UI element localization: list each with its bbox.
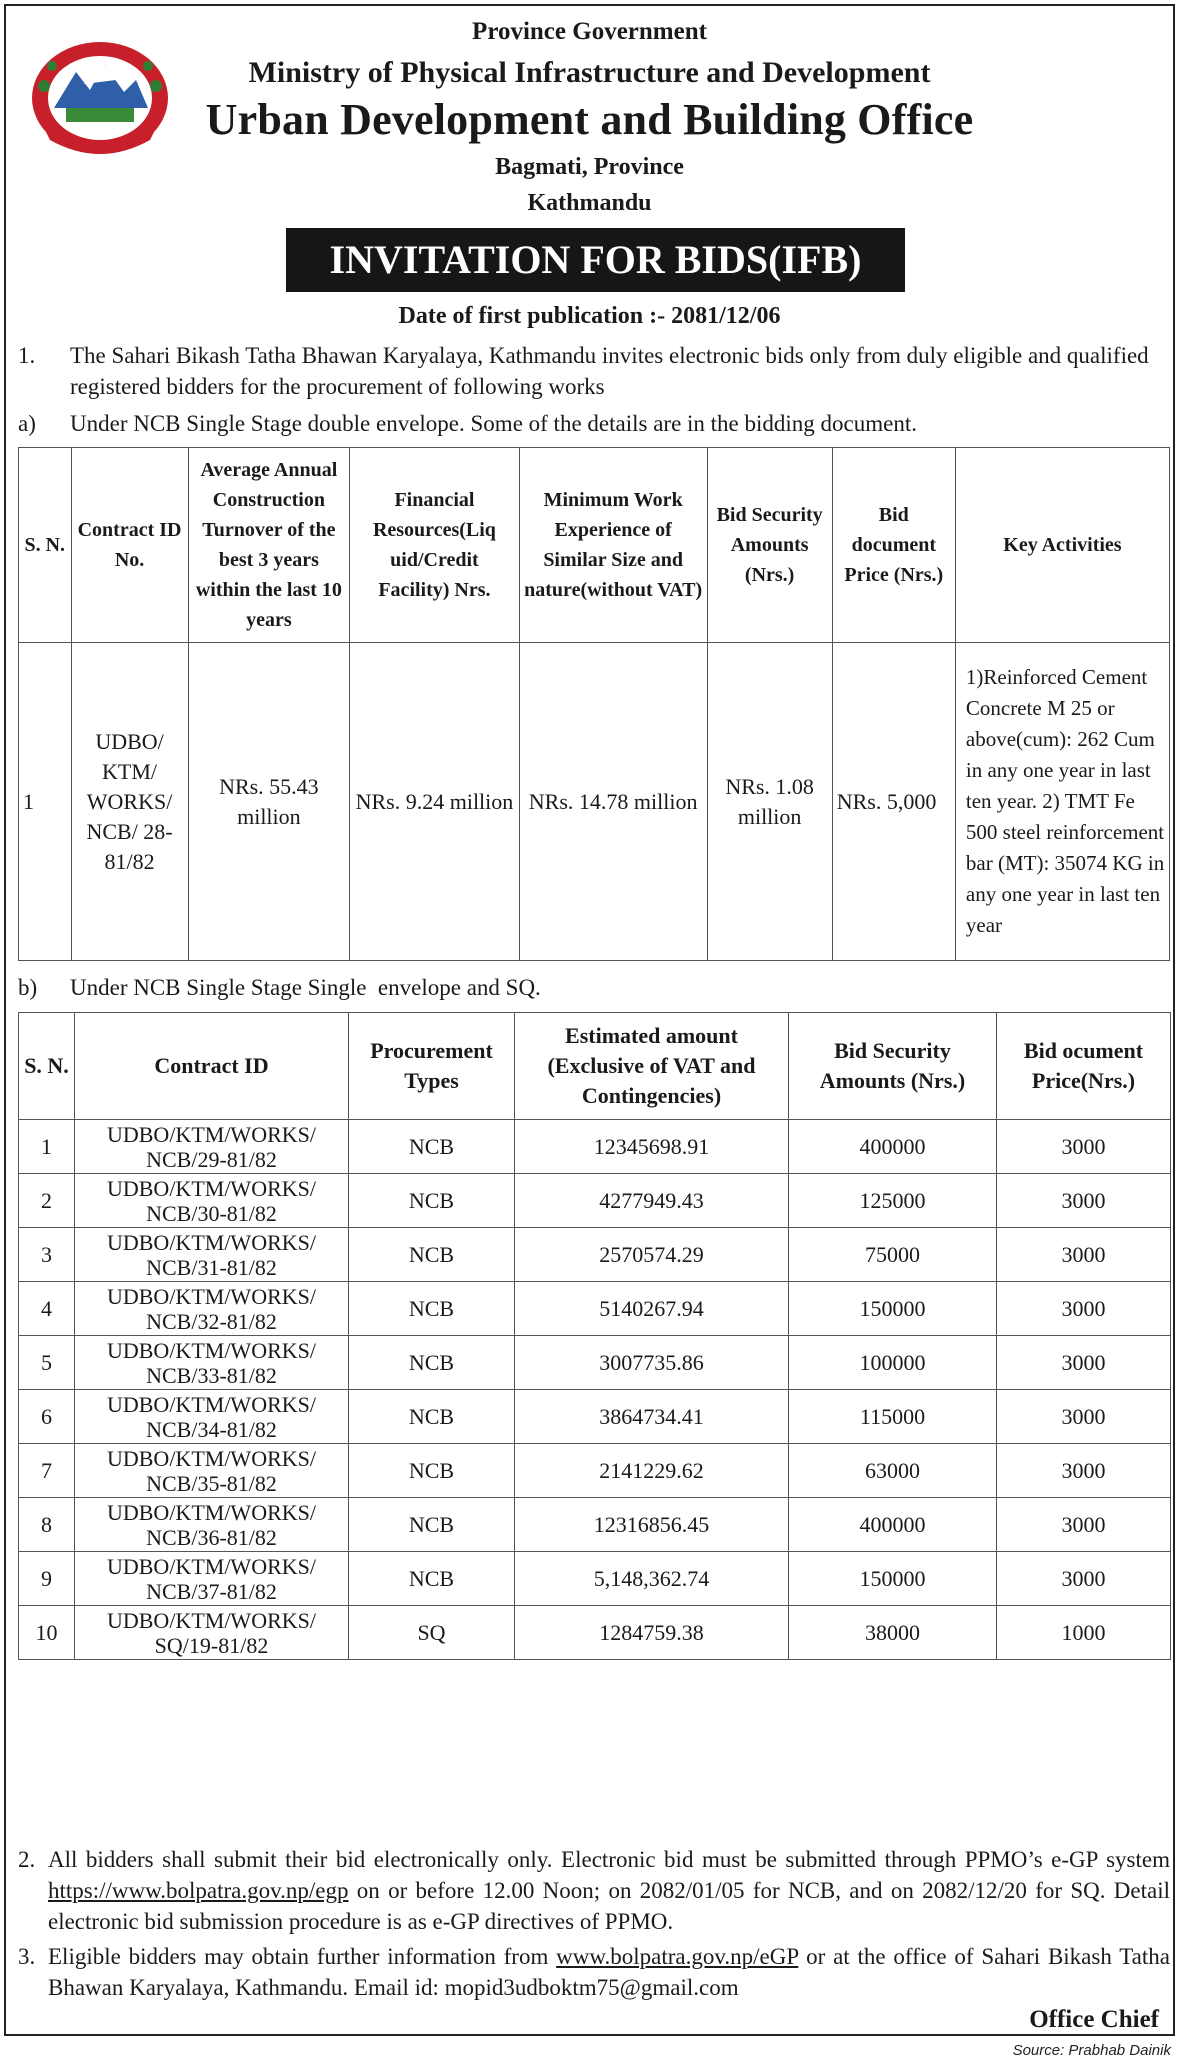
- table-row: [19, 1336, 1171, 1390]
- contract-id-line1: UDBO/KTM/WORKS/: [106, 1499, 316, 1525]
- cell-sn: 1: [19, 643, 72, 961]
- ministry-name: Ministry of Physical Infrastructure and Development: [248, 56, 931, 89]
- contract-id-line1: UDBO/KTM/WORKS/: [106, 1607, 316, 1633]
- contract-id-line1: UDBO/KTM/WORKS/: [106, 1175, 316, 1201]
- table-row: [19, 1444, 1171, 1498]
- table-header-row: [19, 1013, 1171, 1120]
- ncb-double-envelope-table: [18, 447, 1170, 961]
- header-estimated-amount: Estimated amount (Exclusive of VAT and Contingencies): [515, 1013, 789, 1120]
- header-sn: S. N.: [19, 448, 72, 643]
- table-row: [19, 1552, 1171, 1606]
- cell-procurement-type: NCB: [349, 1336, 515, 1390]
- contract-id-line2: NCB/29-81/82: [146, 1146, 277, 1172]
- header-bid-security: Bid Security Amounts (Nrs.): [789, 1013, 997, 1120]
- table-row: [19, 1282, 1171, 1336]
- city-name: Kathmandu: [527, 190, 652, 216]
- province-name: Bagmati, Province: [495, 154, 684, 180]
- cell-doc-price: 3000: [997, 1174, 1171, 1228]
- cell-procurement-type: SQ: [349, 1606, 515, 1660]
- cell-contract-id: [75, 1174, 349, 1228]
- cell-bid-security: 400000: [789, 1498, 997, 1552]
- item2-text-a: All bidders shall submit their bid electronically only. Electronic bid must be submitted through PPMO’s e-GP system: [48, 1847, 1170, 1872]
- ifb-notice: [4, 4, 1175, 2036]
- cell-sn: 7: [19, 1444, 75, 1498]
- contract-id-line1: UDBO/KTM/WORKS/: [106, 1337, 316, 1363]
- cell-doc-price: 3000: [997, 1552, 1171, 1606]
- table-row: [19, 1390, 1171, 1444]
- cell-financial: NRs. 9.24 million: [350, 643, 520, 961]
- cell-sn: 6: [19, 1390, 75, 1444]
- section-a-text: Under NCB Single Stage double envelope. Some of the details are in the bidding document.: [70, 411, 917, 436]
- cell-procurement-type: NCB: [349, 1120, 515, 1174]
- cell-doc-price: 1000: [997, 1606, 1171, 1660]
- cell-estimated-amount: 3007735.86: [515, 1336, 789, 1390]
- cell-contract-id: [75, 1120, 349, 1174]
- cell-sn: 9: [19, 1552, 75, 1606]
- cell-estimated-amount: 2141229.62: [515, 1444, 789, 1498]
- ncb-single-envelope-table: [18, 1012, 1171, 1660]
- cell-bid-security: 75000: [789, 1228, 997, 1282]
- publication-date: Date of first publication :- 2081/12/06: [398, 303, 781, 329]
- item2-text-b: on or before 12.00 Noon; on 2082/01/05 for NCB, and on 2082/12/20 for SQ. Detail electronic bid submission procedure is as e-GP directives of PPMO.: [48, 1878, 1170, 1934]
- cell-bid-security: 400000: [789, 1120, 997, 1174]
- cell-estimated-amount: 12345698.91: [515, 1120, 789, 1174]
- cell-procurement-type: NCB: [349, 1228, 515, 1282]
- cell-doc-price: 3000: [997, 1336, 1171, 1390]
- item2-number: 2.: [18, 1847, 36, 1872]
- section-a-label: a): [18, 411, 36, 436]
- contract-id-line1: UDBO/KTM/WORKS/: [106, 1229, 316, 1255]
- cell-turnover: NRs. 55.43 million: [188, 643, 350, 961]
- cell-bid-security: NRs. 1.08 million: [707, 643, 832, 961]
- cell-sn: 4: [19, 1282, 75, 1336]
- header-sn: S. N.: [19, 1013, 75, 1120]
- cell-bid-security: 63000: [789, 1444, 997, 1498]
- cell-doc-price: 3000: [997, 1444, 1171, 1498]
- table-header-row: [19, 448, 1170, 643]
- cell-doc-price: 3000: [997, 1282, 1171, 1336]
- section-b-label: b): [18, 975, 38, 1000]
- cell-procurement-type: NCB: [349, 1282, 515, 1336]
- cell-contract-id: [75, 1282, 349, 1336]
- contract-id-line1: UDBO/KTM/WORKS/: [106, 1445, 316, 1471]
- cell-bid-security: 150000: [789, 1552, 997, 1606]
- cell-contract-id: [75, 1336, 349, 1390]
- item1-number: 1.: [18, 343, 36, 368]
- table-row: [19, 1174, 1171, 1228]
- province-government: Province Government: [472, 18, 707, 45]
- cell-estimated-amount: 2570574.29: [515, 1228, 789, 1282]
- cell-sn: 2: [19, 1174, 75, 1228]
- cell-contract-id: UDBO/ KTM/ WORKS/ NCB/ 28-81/82: [71, 643, 188, 961]
- cell-procurement-type: NCB: [349, 1498, 515, 1552]
- cell-procurement-type: NCB: [349, 1174, 515, 1228]
- header-financial: Financial Resources(Liq uid/Credit Facility) Nrs.: [350, 448, 520, 643]
- cell-sn: 8: [19, 1498, 75, 1552]
- cell-contract-id: [75, 1444, 349, 1498]
- table-row: [19, 1606, 1171, 1660]
- table-row: [19, 1228, 1171, 1282]
- office-name: Urban Development and Building Office: [205, 95, 974, 144]
- cell-sn: 5: [19, 1336, 75, 1390]
- item3-number: 3.: [18, 1944, 36, 1969]
- cell-bid-security: 150000: [789, 1282, 997, 1336]
- cell-bid-security: 38000: [789, 1606, 997, 1660]
- cell-bid-security: 125000: [789, 1174, 997, 1228]
- contract-id-line1: UDBO/KTM/WORKS/: [106, 1553, 316, 1579]
- contract-id-line2: SQ/19-81/82: [154, 1632, 269, 1658]
- cell-contract-id: [75, 1498, 349, 1552]
- item3-text-b: or at the office of Sahari Bikash Tatha Bhawan Karyalaya, Kathmandu. Email id: mopid3udboktm75@gmail.com: [48, 1944, 1170, 2000]
- table-row: [19, 1120, 1171, 1174]
- header-experience: Minimum Work Experience of Similar Size and nature(without VAT): [519, 448, 707, 643]
- cell-procurement-type: NCB: [349, 1552, 515, 1606]
- contract-id-line2: NCB/37-81/82: [146, 1578, 277, 1604]
- table-row: [19, 643, 1170, 961]
- item3-text: [48, 1941, 1170, 2003]
- bolpatra-link[interactable]: www.bolpatra.gov.np/eGP: [556, 1944, 799, 1969]
- cell-bid-security: 115000: [789, 1390, 997, 1444]
- source-credit: Source: Prabhab Dainik: [1012, 2042, 1171, 2059]
- contract-id-line2: NCB/30-81/82: [146, 1200, 277, 1226]
- header-turnover: Average Annual Construction Turnover of the best 3 years within the last 10 years: [188, 448, 350, 643]
- header-contract-id: Contract ID No.: [71, 448, 188, 643]
- contract-id-line2: NCB/32-81/82: [146, 1308, 277, 1334]
- cell-key-activities: 1)Reinforced Cement Concrete M 25 or above(cum): 262 Cum in any one year in last ten year. 2) TMT Fe 500 steel reinforcement bar (MT): 35074 KG in any one year in last ten year: [955, 643, 1169, 961]
- cell-experience: NRs. 14.78 million: [519, 643, 707, 961]
- contract-id-line2: NCB/31-81/82: [146, 1254, 277, 1280]
- cell-estimated-amount: 1284759.38: [515, 1606, 789, 1660]
- cell-doc-price: NRs. 5,000: [832, 643, 955, 961]
- cell-contract-id: [75, 1552, 349, 1606]
- cell-sn: 1: [19, 1120, 75, 1174]
- header-procurement-type: Procurement Types: [349, 1013, 515, 1120]
- cell-estimated-amount: 5,148,362.74: [515, 1552, 789, 1606]
- cell-sn: 10: [19, 1606, 75, 1660]
- contract-id-line2: NCB/35-81/82: [146, 1470, 277, 1496]
- contract-id-line1: UDBO/KTM/WORKS/: [106, 1391, 316, 1417]
- cell-doc-price: 3000: [997, 1228, 1171, 1282]
- contract-id-line2: NCB/34-81/82: [146, 1416, 277, 1442]
- header-key-activities: Key Activities: [955, 448, 1169, 643]
- cell-estimated-amount: 12316856.45: [515, 1498, 789, 1552]
- item1-text: The Sahari Bikash Tatha Bhawan Karyalaya, Kathmandu invites electronic bids only from duly eligible and qualified registered bidders for the procurement of following works: [70, 343, 1149, 399]
- item2-text: [48, 1844, 1170, 1937]
- cell-contract-id: [75, 1606, 349, 1660]
- cell-procurement-type: NCB: [349, 1444, 515, 1498]
- cell-doc-price: 3000: [997, 1498, 1171, 1552]
- contract-id-line2: NCB/33-81/82: [146, 1362, 277, 1388]
- table-row: [19, 1498, 1171, 1552]
- cell-estimated-amount: 3864734.41: [515, 1390, 789, 1444]
- ifb-title: INVITATION FOR BIDS(IFB): [286, 228, 905, 292]
- egp-link[interactable]: https://www.bolpatra.gov.np/egp: [48, 1878, 349, 1903]
- cell-contract-id: [75, 1390, 349, 1444]
- cell-procurement-type: NCB: [349, 1390, 515, 1444]
- signature-office-chief: Office Chief: [1029, 2006, 1159, 2033]
- cell-estimated-amount: 5140267.94: [515, 1282, 789, 1336]
- cell-doc-price: 3000: [997, 1390, 1171, 1444]
- header-doc-price: Bid ocument Price(Nrs.): [997, 1013, 1171, 1120]
- cell-sn: 3: [19, 1228, 75, 1282]
- item3-text-a: Eligible bidders may obtain further information from: [48, 1944, 549, 1969]
- header-doc-price: Bid document Price (Nrs.): [832, 448, 955, 643]
- header-bid-security: Bid Security Amounts (Nrs.): [707, 448, 832, 643]
- cell-doc-price: 3000: [997, 1120, 1171, 1174]
- header-contract-id: Contract ID: [75, 1013, 349, 1120]
- contract-id-line2: NCB/36-81/82: [146, 1524, 277, 1550]
- contract-id-line1: UDBO/KTM/WORKS/: [106, 1121, 316, 1147]
- cell-bid-security: 100000: [789, 1336, 997, 1390]
- cell-estimated-amount: 4277949.43: [515, 1174, 789, 1228]
- contract-id-line1: UDBO/KTM/WORKS/: [106, 1283, 316, 1309]
- cell-contract-id: [75, 1228, 349, 1282]
- section-b-text: Under NCB Single Stage Single envelope and SQ.: [70, 975, 541, 1000]
